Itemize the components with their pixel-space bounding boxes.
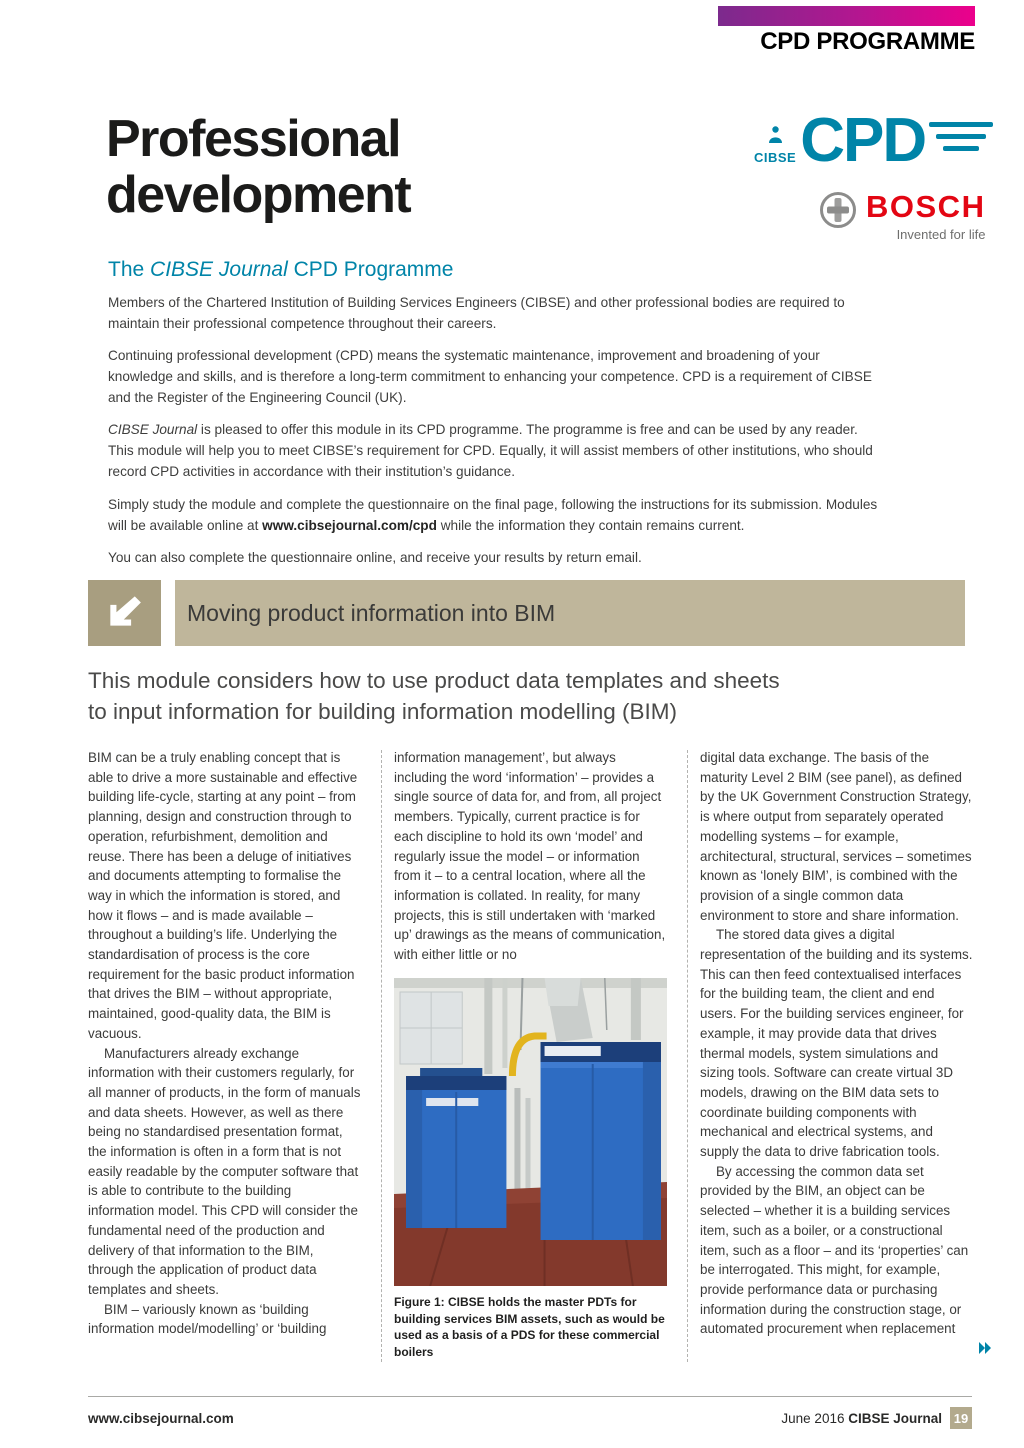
programme-subtitle bbox=[108, 258, 453, 282]
body-paragraph: Manufacturers already exchange information with their customers regularly, for all manner of products, in the form of manuals and data sheets. However, as well as there being no standardised presentation format, the information is often in a form that is not easily readable by the computer software that is able to contribute to the building information model. This CPD will consider the fundamental need of the production and delivery of that information to the BIM, through the application of product data templates and sheets. bbox=[88, 1045, 361, 1297]
bosch-logo bbox=[818, 190, 985, 242]
footer-issue-date bbox=[781, 1411, 942, 1426]
bosch-wordmark: BOSCH bbox=[866, 189, 986, 224]
arrow-down-left-icon bbox=[103, 589, 147, 638]
figure-1 bbox=[394, 978, 667, 1361]
subtitle-journal-name: CIBSE Journal bbox=[150, 258, 288, 281]
standfirst-line1: This module considers how to use product data templates and sheets bbox=[88, 668, 780, 693]
intro-section bbox=[108, 292, 880, 579]
footer-site-url: www.cibsejournal.com bbox=[88, 1410, 234, 1426]
cibse-mark bbox=[754, 126, 796, 165]
section-icon-box bbox=[88, 580, 161, 646]
body-paragraph: information management’, but always including the word ‘information’ – provides a single source of data for, and from, all project members. Typically, current practice is for each discipline to hold its own ‘model’ and regularly issue the model – or information from it – to a central location, where all the information is collated. In reality, for many projects, this is still undertaken with ‘marked up’ drawings as the means of communication, with either little or no bbox=[394, 750, 666, 963]
page-number-badge: 19 bbox=[950, 1407, 972, 1429]
footer-issue-text: June 2016 bbox=[781, 1410, 849, 1426]
body-paragraph: By accessing the common data set provided by the BIM, an object can be selected – whether it is a building services item, such as a boiler, or a constructional item, such as a floor – and its ‘properties’ can be interrogated. This might, for example, provide performance data or purchasing information during the construction stage, or automated procurement when replacement bbox=[700, 1163, 969, 1337]
cibse-wordmark: CIBSE bbox=[754, 150, 797, 165]
column-divider bbox=[381, 750, 382, 1362]
person-icon bbox=[768, 126, 783, 148]
intro-paragraph-4-text: Simply study the module and complete the questionnaire on the final page, following the instructions for its submission. Modules will be available online at bbox=[108, 496, 878, 533]
body-paragraph: BIM – variously known as ‘building information model/modelling’ or ‘building bbox=[88, 1301, 327, 1337]
cpd-stripes-icon bbox=[929, 122, 993, 151]
journal-name-italic: CIBSE Journal bbox=[108, 422, 198, 438]
bosch-tagline: Invented for life bbox=[896, 227, 986, 243]
cpd-url-text: www.cibsejournal.com/cpd bbox=[262, 517, 437, 533]
title-line2: development bbox=[106, 165, 411, 224]
section-banner-title: Moving product information into BIM bbox=[187, 599, 556, 626]
intro-paragraph-2: Continuing professional development (CPD) means the systematic maintenance, improvement and broadening of your knowledge and skills, and is therefore a long-term commitment to enhancing your competence. CPD is a requirement of CIBSE and the Register of the Engineering Council (UK). bbox=[108, 348, 872, 406]
cpd-programme-label: CPD PROGRAMME bbox=[760, 28, 975, 55]
intro-paragraph-4-suffix: while the information they contain remains current. bbox=[436, 517, 745, 533]
intro-paragraph-4 bbox=[108, 494, 880, 536]
figure-image bbox=[394, 978, 667, 1286]
article-column-2 bbox=[394, 748, 667, 1361]
intro-paragraph-5: You can also complete the questionnaire online, and receive your results by return email. bbox=[108, 549, 642, 565]
column-divider bbox=[687, 750, 688, 1362]
body-paragraph: The stored data gives a digital representation of the building and its systems. This can then feed contextualised interfaces for the building team, the client and end users. For the building services engineer, for example, it may provide data that drives thermal models, system simulations and sizing tools. Software can create virtual 3D models, drawing on the BIM data sets to coordinate building components with mechanical and electrical systems, and supply the data to drive fabrication tools. bbox=[700, 927, 973, 1160]
footer-rule bbox=[88, 1396, 972, 1397]
subtitle-suffix: CPD Programme bbox=[287, 258, 454, 281]
intro-paragraph-1: Members of the Chartered Institution of Building Services Engineers (CIBSE) and other professional bodies are required to maintain their professional competence throughout their careers. bbox=[108, 295, 845, 332]
module-standfirst bbox=[88, 666, 780, 727]
title-line1: Professional bbox=[106, 110, 401, 168]
continued-chevron-icon bbox=[977, 1340, 993, 1361]
footer-issue-block bbox=[781, 1407, 972, 1429]
intro-paragraph-3-text: is pleased to offer this module in its CPD programme. The programme is free and can be used by any reader. This module will help you to meet CIBSE’s requirement for CPD. Equally, it will assist members of other institutions, who should record CPD activities in accordance with their institution’s guidance. bbox=[108, 422, 873, 480]
section-banner bbox=[175, 580, 965, 646]
figure-caption: Figure 1: CIBSE holds the master PDTs for building services BIM assets, such as would be used as a basis of a PDS for these commercial boilers bbox=[394, 1294, 665, 1360]
footer-journal-name: CIBSE Journal bbox=[848, 1410, 942, 1426]
article-column-1 bbox=[88, 748, 361, 1339]
footer bbox=[88, 1407, 972, 1429]
subtitle-prefix: The bbox=[108, 258, 151, 281]
bosch-text-block bbox=[866, 190, 985, 242]
body-paragraph: digital data exchange. The basis of the maturity Level 2 BIM (see panel), as defined by the UK Government Construction Strategy, is where output from separately operated modelling systems – for example, architectural, structural, services – sometimes known as ‘lonely BIM’, is combined with the provision of a single common data environment to store and share information. bbox=[700, 750, 972, 923]
body-paragraph: BIM can be a truly enabling concept that is able to drive a more sustainable and effective building life-cycle, starting at any point – from planning, design and construction through to operation, refurbishment, demolition and reuse. There has been a deluge of initiatives and documents attempting to formalise the way in which the information is stored, and how it flows – and is made available – throughout a building’s life. Underlying the standardisation of process is the core requirement for the basic product information that drives the BIM – without appropriate, maintained, good-quality data, the BIM is vacuous. bbox=[88, 750, 358, 1041]
page-title bbox=[106, 112, 410, 223]
article-column-3 bbox=[700, 748, 973, 1339]
cpd-wordmark: CPD bbox=[800, 106, 926, 175]
bosch-armature-icon bbox=[818, 190, 858, 235]
standfirst-line2: to input information for building information modelling (BIM) bbox=[88, 698, 678, 724]
cibse-cpd-logo bbox=[754, 106, 993, 175]
intro-paragraph-3 bbox=[108, 419, 880, 482]
gradient-banner bbox=[718, 6, 975, 26]
